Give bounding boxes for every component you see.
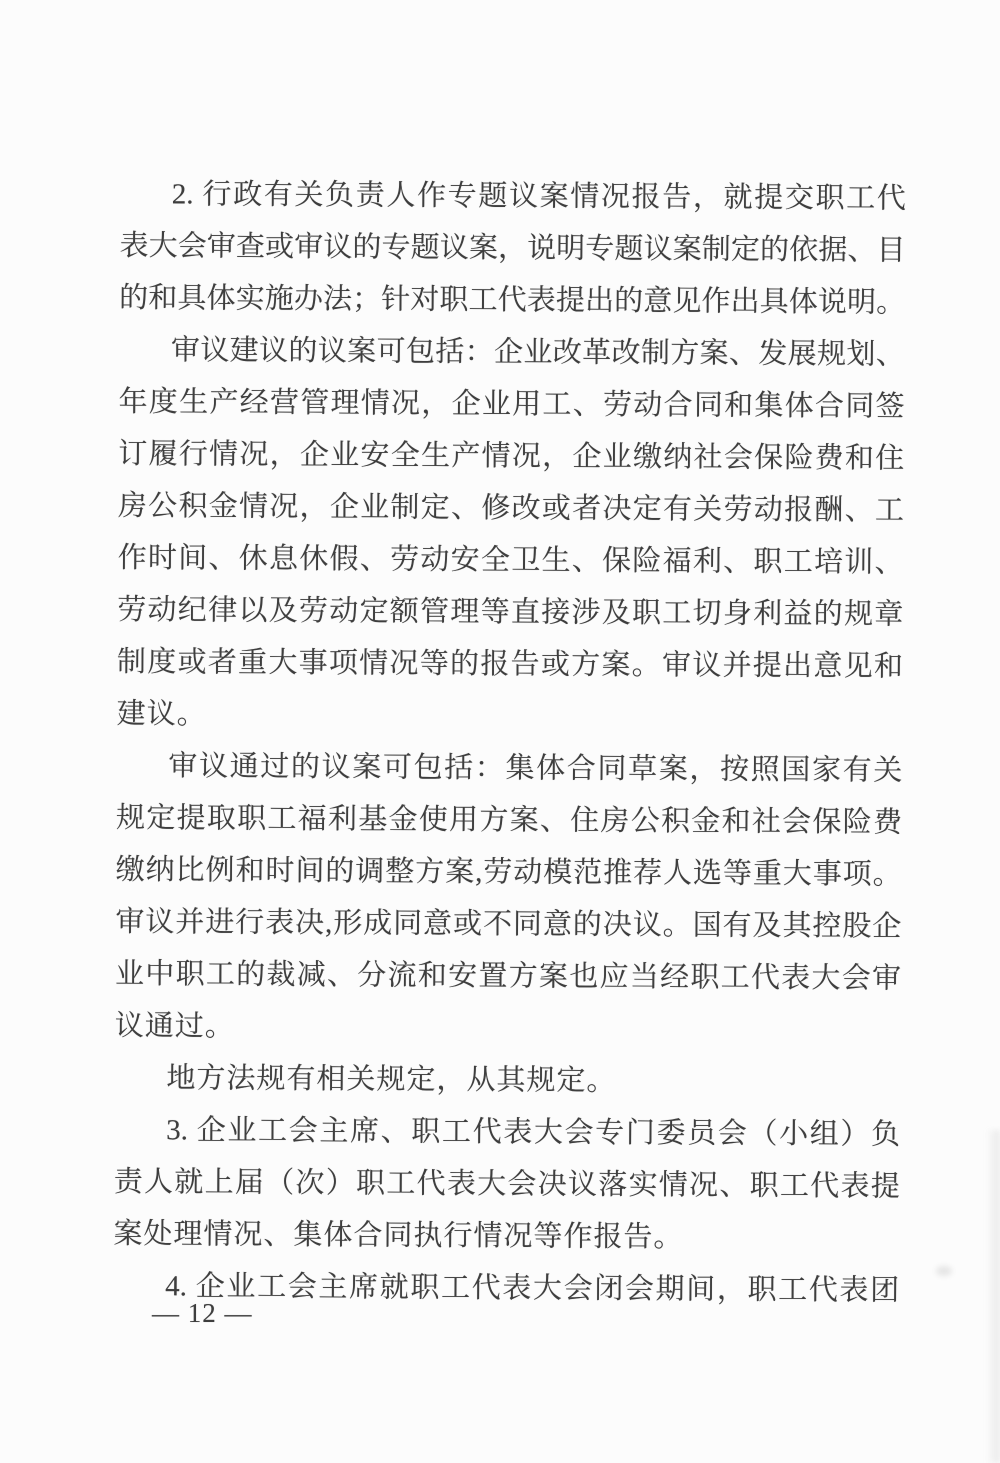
text-line: 议通过。 xyxy=(114,1009,235,1043)
paragraph xyxy=(113,1104,900,1265)
text-line: 审议通过的议案可包括：集体合同草案，按照国家有关 xyxy=(168,750,903,787)
text-line: 责人就上届（次）职工代表大会决议落实情况、职工代表提 xyxy=(113,1165,900,1203)
paragraph xyxy=(115,740,903,1057)
text-line: 作时间、休息休假、劳动安全卫生、保险福利、职工培训、 xyxy=(117,541,904,579)
text-line: 制度或者重大事项情况等的报告或方案。审议并提出意见和 xyxy=(116,645,904,683)
paragraph xyxy=(117,324,906,745)
text-line: 建议。 xyxy=(116,697,207,731)
text-line: 3. 企业工会主席、职工代表大会专门委员会（小组）负 xyxy=(166,1114,901,1151)
page-number-footer: — 12 — xyxy=(152,1298,253,1328)
text-line: 4. 企业工会主席就职工代表大会闭会期间，职工代表团 xyxy=(165,1270,900,1307)
text-line: 业中职工的裁减、分流和安置方案也应当经职工代表大会审 xyxy=(114,957,902,995)
scan-edge-shadow xyxy=(986,1130,1000,1463)
text-line: 审议建议的议案可包括：企业改革改制方案、发展规划、 xyxy=(170,334,905,371)
text-line: 2. 行政有关负责人作专题议案情况报告，就提交职工代 xyxy=(171,178,906,215)
paragraph xyxy=(114,1052,900,1109)
text-line: 规定提取职工福利基金使用方案、住房公积金和社会保险费 xyxy=(115,801,903,839)
text-line: 房公积金情况，企业制定、修改或者决定有关劳动报酬、工 xyxy=(117,489,905,527)
scan-smudge xyxy=(936,1266,952,1276)
text-line: 年度生产经营管理情况，企业用工、劳动合同和集体合同签 xyxy=(118,385,905,423)
text-line: 地方法规有相关规定，从其规定。 xyxy=(166,1062,617,1098)
paragraph xyxy=(119,168,906,329)
text-line: 订履行情况，企业安全生产情况，企业缴纳社会保险费和住 xyxy=(118,437,905,475)
document-text-block xyxy=(113,168,906,1317)
text-line: 的和具体实施办法；针对职工代表提出的意见作出具体说明。 xyxy=(119,281,906,319)
text-line: 表大会审查或审议的专题议案，说明专题议案制定的依据、目 xyxy=(119,229,906,267)
text-line: 缴纳比例和时间的调整方案,劳动模范推荐人选等重大事项。 xyxy=(115,853,902,891)
text-line: 案处理情况、集体合同执行情况等作报告。 xyxy=(113,1217,684,1254)
text-line: 劳动纪律以及劳动定额管理等直接涉及职工切身利益的规章 xyxy=(117,593,904,631)
text-line: 审议并进行表决,形成同意或不同意的决议。国有及其控股企 xyxy=(115,905,902,943)
